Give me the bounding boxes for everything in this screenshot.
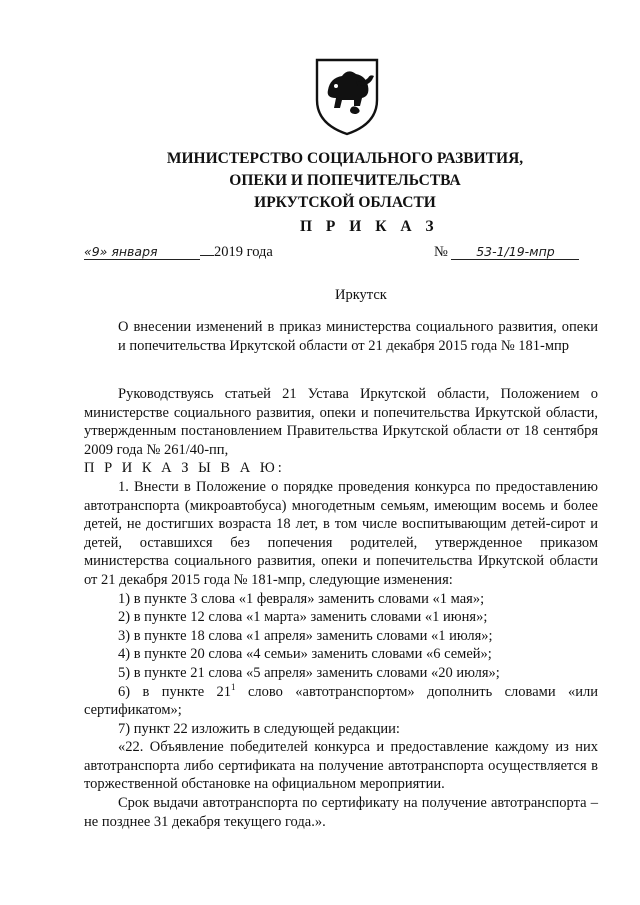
order-body (84, 385, 598, 831)
list-item: 2) в пункте 12 слова «1 марта» заменить словами «1 июня»; (118, 609, 488, 626)
list-item (84, 683, 598, 720)
city: Иркутск (335, 287, 387, 303)
list-item: 5) в пункте 21 слова «5 апреля» заменить словами «20 июля»; (118, 664, 500, 681)
item6-suffix: слово «автотранспортом» дополнить словами «или сертификатом»; (84, 683, 598, 719)
ministry-line: ИРКУТСКОЙ ОБЛАСТИ (254, 194, 436, 211)
item6-superscript: 1 (231, 681, 236, 692)
ministry-title (150, 148, 540, 214)
list-item: 4) в пункте 20 слова «4 семьи» заменить словами «6 семей»; (118, 646, 492, 663)
order-date (84, 244, 273, 261)
handwritten-date: «9» января (84, 244, 200, 260)
list-item: 7) пункт 22 изложить в следующей редакции: (118, 720, 400, 737)
prikazyvayu: П Р И К А З Ы В А Ю: (84, 460, 285, 477)
list-item: 3) в пункте 18 слова «1 апреля» заменить словами «1 июля»; (118, 627, 493, 644)
order-title: П Р И К А З (300, 218, 439, 235)
quote-paragraph: Срок выдачи автотранспорта по сертификату на получение автотранспорта – не позднее 31 декабря текущего года.». (84, 795, 598, 830)
list-item: 1) в пункте 3 слова «1 февраля» заменить словами «1 мая»; (118, 590, 485, 607)
irkutsk-coat-of-arms-icon (312, 56, 382, 136)
point-1: 1. Внести в Положение о порядке проведения конкурса по предоставлению автотранспорта (микроавтобуса) многодетным семьям, имеющим восемь и более детей, не достигших возраста 18 лет, в том числе воспитывающим детей-сирот и детей, оставшихся без попечения родителей, утвержденное приказом министерства социального развития, опеки и попечительства Иркутской области от 21 декабря 2015 года № 181-мпр, следующие изменения: (84, 478, 598, 588)
order-subject: О внесении изменений в приказ министерства социального развития, опеки и попечительства Иркутской области от 21 декабря 2015 года № 181-мпр (118, 319, 598, 354)
order-number (434, 244, 579, 261)
quote-paragraph: «22. Объявление победителей конкурса и предоставление каждому из них автотранспорта либо сертификата на получение автотранспорта осуществляется в торжественной обстановке на официальном мероприятии. (84, 739, 598, 793)
handwritten-number: 53-1/19-мпр (451, 244, 579, 260)
number-label: № (434, 244, 448, 260)
ministry-line: МИНИСТЕРСТВО СОЦИАЛЬНОГО РАЗВИТИЯ, (166, 150, 524, 167)
ministry-line: ОПЕКИ И ПОПЕЧИТЕЛЬСТВА (229, 172, 461, 189)
date-year: 2019 года (214, 244, 273, 260)
item6-prefix: 6) в пункте 21 (118, 683, 232, 700)
preamble: Руководствуясь статьей 21 Устава Иркутской области, Положением о министерстве социального развития, опеки и попечительства Иркутской области, утвержденным постановлением Правительства Иркутской области от 18 сентября 2009 года № 261/40-пп, (84, 386, 598, 458)
